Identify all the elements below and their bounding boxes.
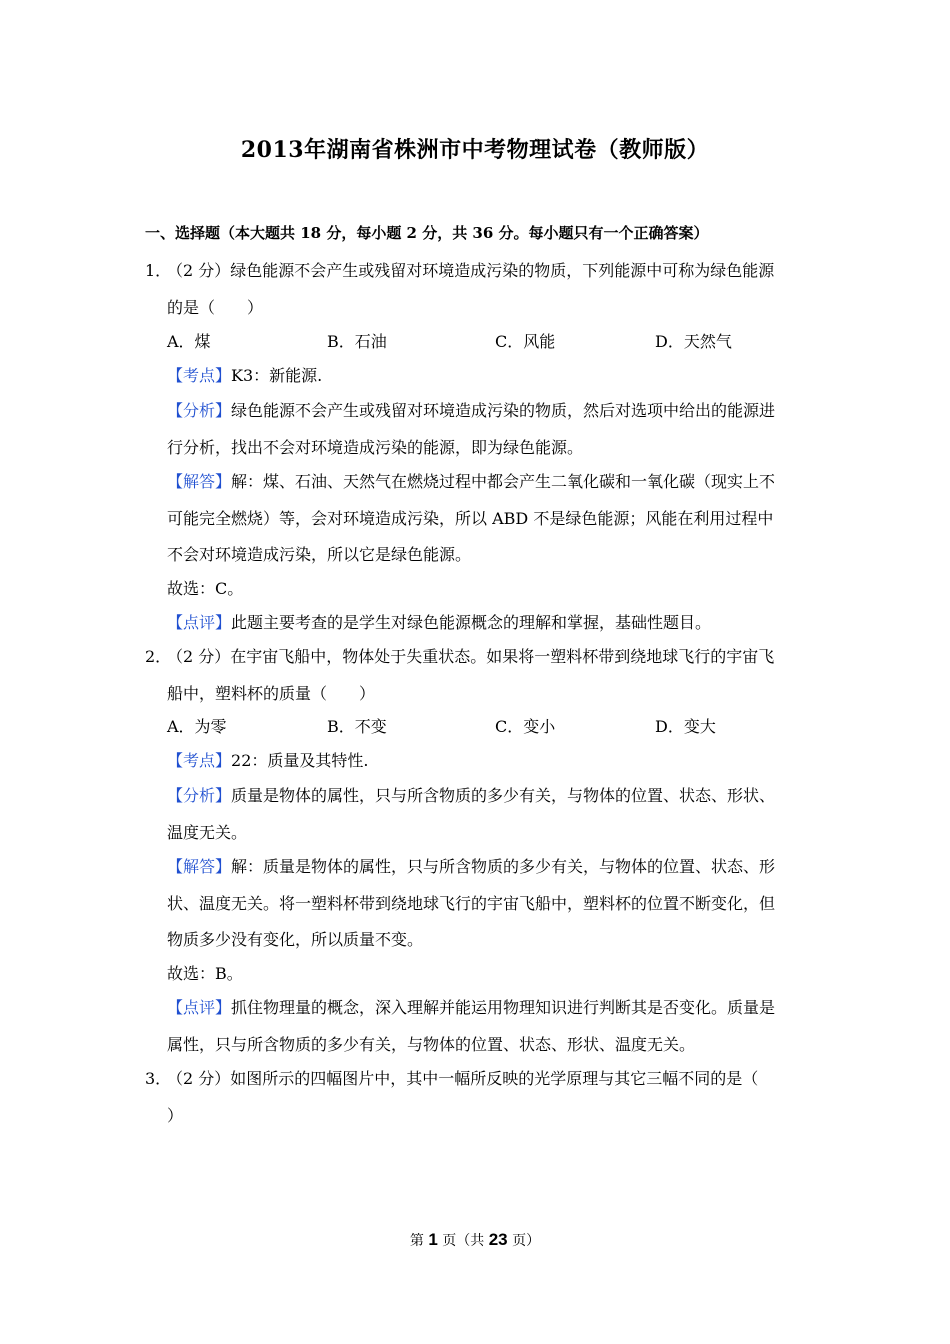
jieda-label: 【解答】 <box>167 472 232 491</box>
kaodian-text: K3：新能源. <box>231 366 323 385</box>
question-1-stem-line2: 的是（ ） <box>167 298 264 317</box>
fenxi-text: 质量是物体的属性，只与所含物质的多少有关，与物体的位置、状态、形状、 <box>231 786 776 805</box>
question-2-jieda-line3: 物质多少没有变化，所以质量不变。 <box>167 930 424 949</box>
question-1-option-a: A．煤 <box>167 332 211 351</box>
question-1-fenxi <box>167 398 775 421</box>
footer-suffix: 页） <box>507 1233 541 1249</box>
question-2-fenxi <box>167 783 775 806</box>
question-2-stem-line2: 船中，塑料杯的质量（ ） <box>167 684 376 703</box>
question-2-dianping-line2: 属性，只与所含物质的多少有关，与物体的位置、状态、形状、温度无关。 <box>167 1035 696 1054</box>
question-1-jieda-line3: 不会对环境造成污染，所以它是绿色能源。 <box>167 545 472 564</box>
question-2-stem-line1: （2 分）在宇宙飞船中，物体处于失重状态。如果将一塑料杯带到绕地球飞行的宇宙飞 <box>167 647 775 666</box>
dianping-text: 抓住物理量的概念，深入理解并能运用物理知识进行判断其是否变化。质量是 <box>231 998 776 1017</box>
question-1-option-c: C．风能 <box>495 332 556 351</box>
question-1-fenxi-line2: 行分析，找出不会对环境造成污染的能源，即为绿色能源。 <box>167 438 584 457</box>
question-3-stem-line2: ） <box>167 1106 184 1125</box>
page-title: 2013年湖南省株洲市中考物理试卷（教师版） <box>240 137 710 163</box>
footer-page-number: 1 <box>428 1230 438 1249</box>
question-1-stem-line1: （2 分）绿色能源不会产生或残留对环境造成污染的物质，下列能源中可称为绿色能源 <box>167 261 775 280</box>
question-1-option-d: D．天然气 <box>655 332 732 351</box>
question-1-kaodian <box>167 363 322 386</box>
dianping-label: 【点评】 <box>167 998 232 1017</box>
question-2-option-c: C．变小 <box>495 717 556 736</box>
jieda-text: 解：煤、石油、天然气在燃烧过程中都会产生二氧化碳和一氧化碳（现实上不 <box>231 472 776 491</box>
page-footer <box>0 1230 950 1250</box>
footer-prefix: 第 <box>409 1233 429 1249</box>
fenxi-text: 绿色能源不会产生或残留对环境造成污染的物质，然后对选项中给出的能源进 <box>231 401 776 420</box>
dianping-text: 此题主要考查的是学生对绿色能源概念的理解和掌握，基础性题目。 <box>231 613 712 632</box>
section-heading: 一、选择题（本大题共 18 分，每小题 2 分，共 36 分。每小题只有一个正确答案） <box>145 224 709 242</box>
dianping-label: 【点评】 <box>167 613 232 632</box>
question-1-answer: 故选：C。 <box>167 579 244 598</box>
jieda-label: 【解答】 <box>167 857 232 876</box>
question-1-dianping <box>167 610 711 633</box>
question-1-jieda-line2: 可能完全燃烧）等，会对环境造成污染，所以 ABD 不是绿色能源；风能在利用过程中 <box>167 509 774 528</box>
question-3-number: 3． <box>145 1069 172 1088</box>
kaodian-label: 【考点】 <box>167 751 232 770</box>
question-2-option-d: D．变大 <box>655 717 716 736</box>
question-2-number: 2． <box>145 647 172 666</box>
question-2-option-b: B．不变 <box>327 717 387 736</box>
footer-middle: 页（共 <box>437 1233 489 1249</box>
question-1-option-b: B．石油 <box>327 332 387 351</box>
question-2-dianping <box>167 995 775 1018</box>
question-2-jieda-line2: 状、温度无关。将一塑料杯带到绕地球飞行的宇宙飞船中，塑料杯的位置不断变化，但 <box>167 894 776 913</box>
question-2-jieda <box>167 854 775 877</box>
kaodian-label: 【考点】 <box>167 366 232 385</box>
question-1-number: 1． <box>145 261 172 280</box>
question-3-stem-line1: （2 分）如图所示的四幅图片中，其中一幅所反映的光学原理与其它三幅不同的是（ <box>167 1069 759 1088</box>
kaodian-text: 22：质量及其特性. <box>231 751 369 770</box>
jieda-text: 解：质量是物体的属性，只与所含物质的多少有关，与物体的位置、状态、形 <box>231 857 776 876</box>
fenxi-label: 【分析】 <box>167 401 232 420</box>
question-1-jieda <box>167 469 775 492</box>
question-2-option-a: A．为零 <box>167 717 227 736</box>
fenxi-label: 【分析】 <box>167 786 232 805</box>
question-2-kaodian <box>167 748 368 771</box>
question-2-answer: 故选：B。 <box>167 964 243 983</box>
footer-total-pages: 23 <box>488 1230 508 1249</box>
question-2-fenxi-line2: 温度无关。 <box>167 823 248 842</box>
